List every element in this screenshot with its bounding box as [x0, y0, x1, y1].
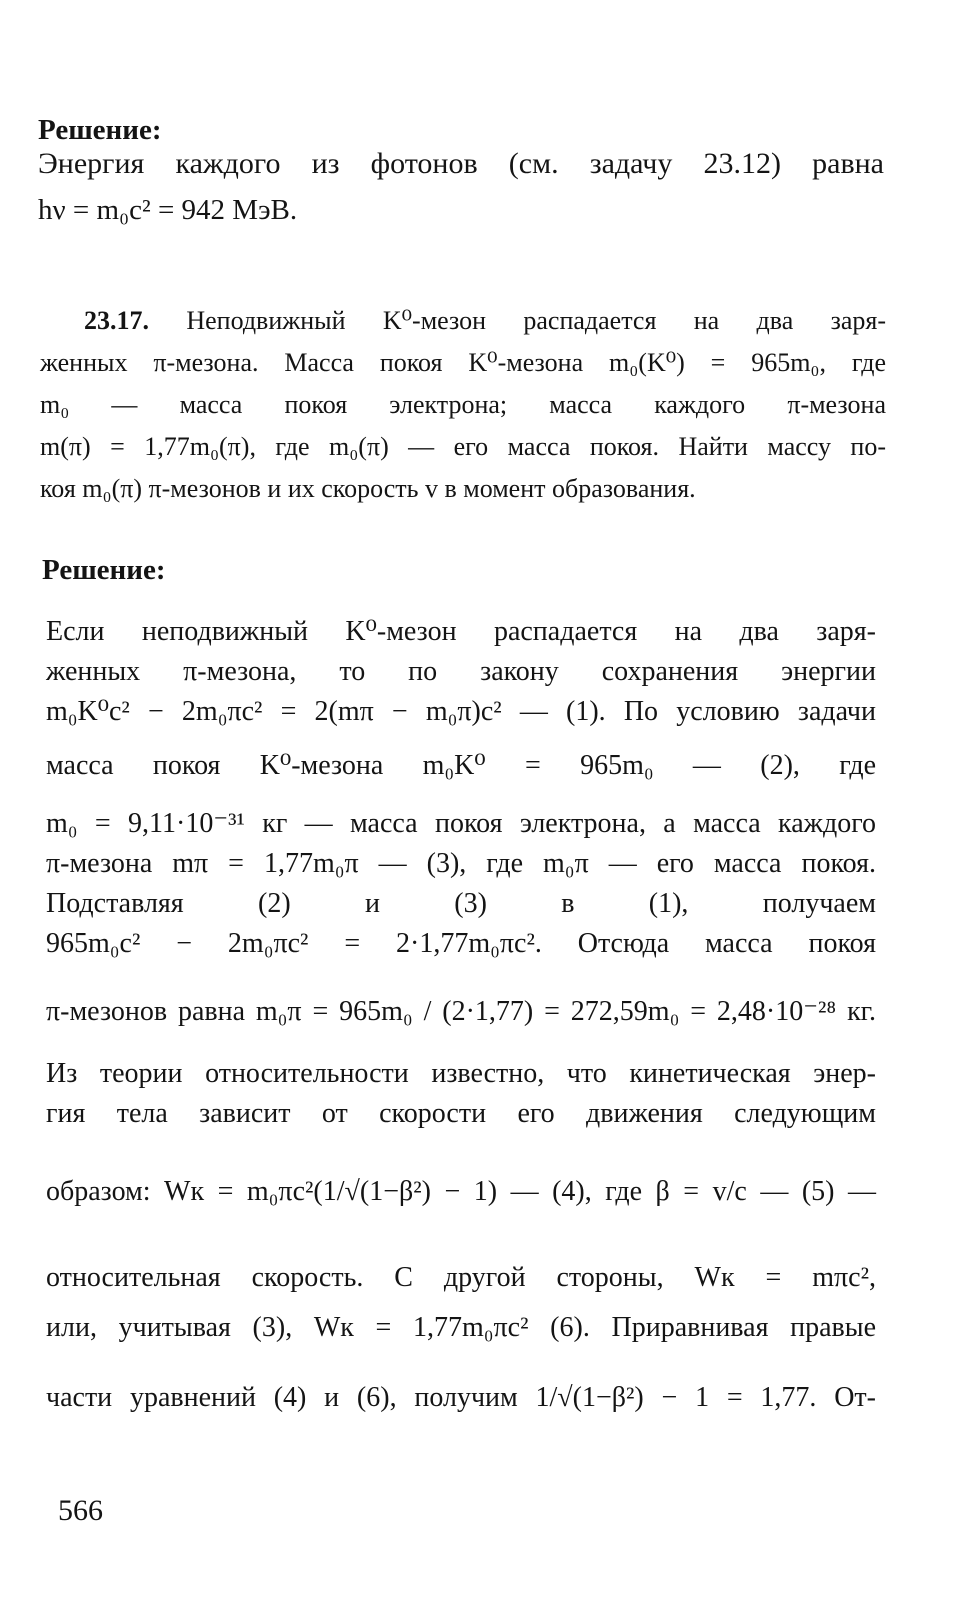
solution-1-text — [38, 146, 884, 182]
problem-line-4: m(π) = 1,77m₀(π), где m₀(π) — его масса покоя. Найти массу по- — [40, 432, 886, 461]
problem-line-3: m₀ — масса покоя электрона; масса каждого π-мезона — [40, 390, 886, 419]
solution-2-line-13: относительная скорость. С другой стороны, Wк = mπc², — [46, 1262, 876, 1293]
solution-2-line-6: π-мезона mπ = 1,77m₀π — (3), где m₀π — его масса покоя. — [46, 848, 876, 879]
solution-2-line-14: или, учитывая (3), Wк = 1,77m₀πc² (6). Приравнивая правые — [46, 1312, 876, 1343]
problem-text — [40, 300, 886, 510]
solution-2-line-8: 965m₀c² − 2m₀πc² = 2·1,77m₀πc². Отсюда масса покоя — [46, 928, 876, 959]
solution-2-line-11: гия тела зависит от скорости его движения следующим — [46, 1098, 876, 1129]
solution-1-formula — [38, 192, 884, 228]
solution-heading-1: Решение: — [38, 114, 162, 146]
solution-heading-2: Решение: — [42, 554, 166, 586]
solution-2-line-9: π-мезонов равна m₀π = 965m₀ / (2·1,77) = 272,59m₀ = 2,48·10⁻²⁸ кг. — [46, 996, 876, 1027]
solution-2-line-12: образом: Wк = m₀πc²(1/√(1−β²) − 1) — (4), где β = v/c — (5) — — [46, 1176, 876, 1207]
solution-2-line-1: Если неподвижный K⁰-мезон распадается на два заря- — [46, 616, 876, 647]
solution-2-line-5: m₀ = 9,11·10⁻³¹ кг — масса покоя электрона, а масса каждого — [46, 808, 876, 839]
page-number: 566 — [58, 1494, 103, 1527]
problem-line-2: женных π-мезона. Масса покоя K⁰-мезона m₀(K⁰) = 965m₀, где — [40, 348, 886, 377]
solution-2-line-7: Подставляя (2) и (3) в (1), получаем — [46, 888, 876, 919]
solution-2-line-2: женных π-мезона, то по закону сохранения энергии — [46, 656, 876, 687]
energy-formula: hν = m₀c² = 942 МэВ. — [38, 194, 298, 226]
problem-line-5: коя m₀(π) π-мезонов и их скорость v в момент образования. — [40, 474, 696, 503]
solution-2-line-3: m₀K⁰c² − 2m₀πc² = 2(mπ − m₀π)c² — (1). По условию задачи — [46, 696, 876, 727]
solution-2-text — [46, 612, 876, 1418]
problem-line-1 — [40, 300, 886, 342]
solution-2-line-4: масса покоя K⁰-мезона m₀K⁰ = 965m₀ — (2), где — [46, 750, 876, 781]
problem-line-1-text: Неподвижный K⁰-мезон распадается на два заря- — [186, 306, 887, 335]
solution-1-line-1: Энергия каждого из фотонов (см. задачу 23.12) равна — [38, 147, 884, 180]
solution-2-line-10: Из теории относительности известно, что кинетическая энер- — [46, 1058, 876, 1089]
solution-2-line-15: части уравнений (4) и (6), получим 1/√(1−β²) − 1 = 1,77. От- — [46, 1382, 876, 1413]
problem-number: 23.17. — [84, 306, 149, 335]
